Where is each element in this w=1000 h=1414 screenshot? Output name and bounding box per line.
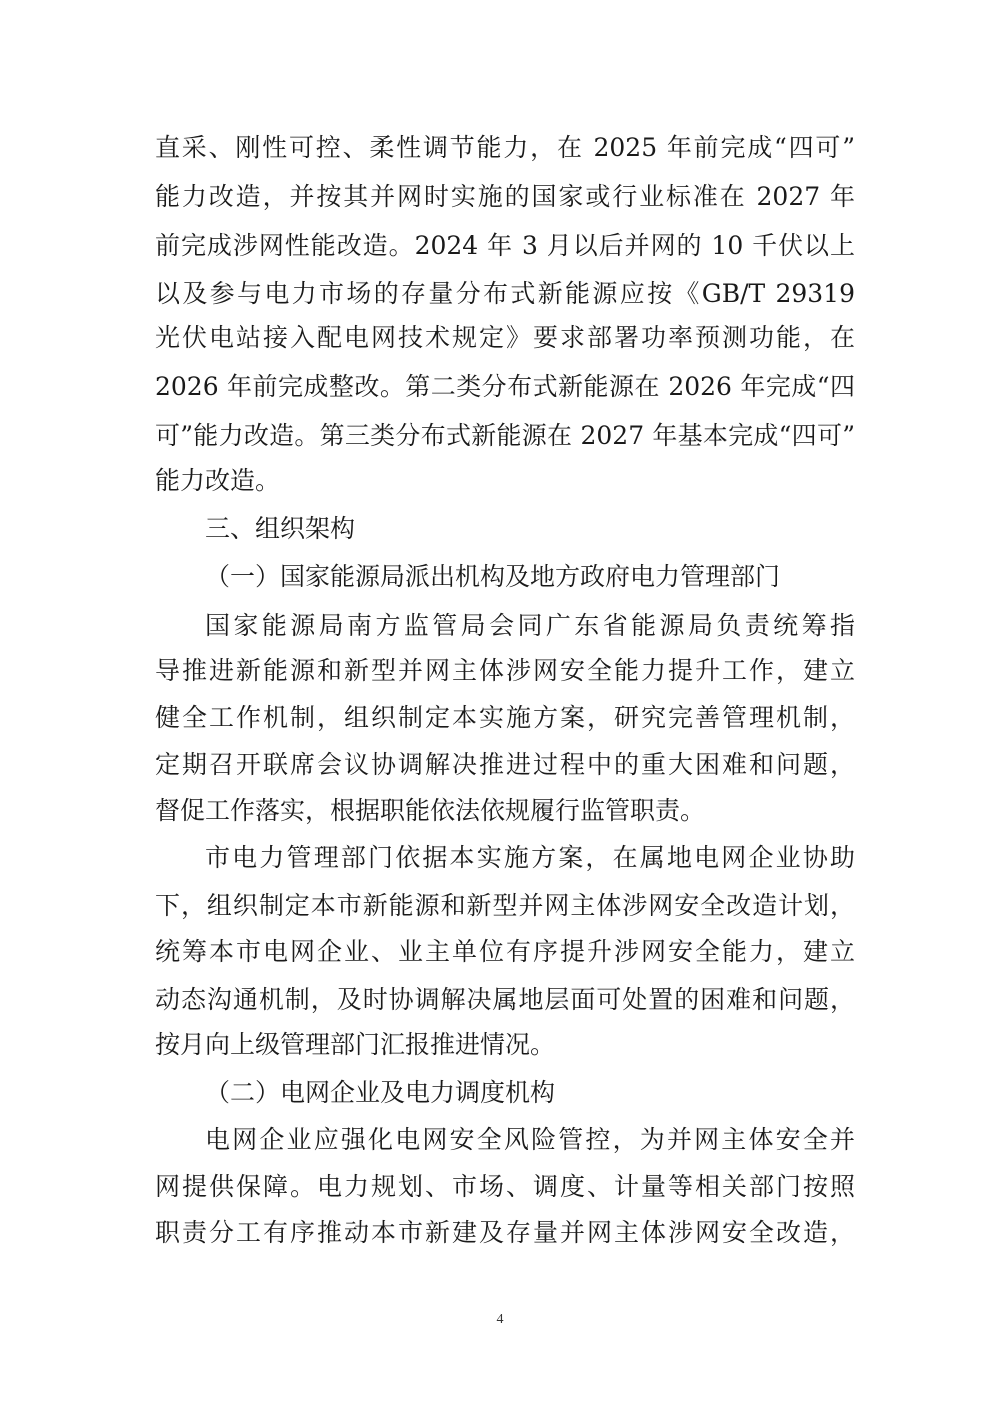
body-line-6: 2026 年前完成整改。第二类分布式新能源在 2026 年完成“四 [155,372,855,401]
body-line-4: 以及参与电力市场的存量分布式新能源应按《GB/T 29319 [155,279,855,308]
body-line-13: 健全工作机制，组织制定本实施方案，研究完善管理机制， [155,703,855,732]
body-line-15: 督促工作落实，根据职能依法依规履行监管职责。 [155,796,706,825]
section-heading: 三、组织架构 [205,514,356,543]
body-line-19: 动态沟通机制，及时协调解决属地层面可处置的困难和问题， [155,985,855,1014]
page-number: 4 [496,1312,504,1327]
body-line-20: 按月向上级管理部门汇报推进情况。 [155,1030,556,1059]
body-line-7: 可”能力改造。第三类分布式新能源在 2027 年基本完成“四可” [155,421,855,450]
subsection-heading-2: （二）电网企业及电力调度机构 [205,1078,556,1107]
subsection-heading-1: （一）国家能源局派出机构及地方政府电力管理部门 [205,562,781,591]
body-line-17: 下，组织制定本市新能源和新型并网主体涉网安全改造计划， [155,891,855,920]
body-line-5: 光伏电站接入配电网技术规定》要求部署功率预测功能，在 [155,323,855,352]
body-line-1: 直采、刚性可控、柔性调节能力，在 2025 年前完成“四可” [155,133,855,162]
body-line-23: 网提供保障。电力规划、市场、调度、计量等相关部门按照 [155,1172,855,1201]
body-line-14: 定期召开联席会议协调解决推进过程中的重大困难和问题， [155,750,855,779]
body-line-2: 能力改造，并按其并网时实施的国家或行业标准在 2027 年 [155,182,855,211]
body-line-16: 市电力管理部门依据本实施方案，在属地电网企业协助 [205,843,855,872]
body-line-3: 前完成涉网性能改造。2024 年 3 月以后并网的 10 千伏以上 [155,231,855,260]
body-line-11: 国家能源局南方监管局会同广东省能源局负责统筹指 [205,611,855,640]
body-line-12: 导推进新能源和新型并网主体涉网安全能力提升工作，建立 [155,656,855,685]
body-line-22: 电网企业应强化电网安全风险管控，为并网主体安全并 [205,1125,855,1154]
body-line-24: 职责分工有序推动本市新建及存量并网主体涉网安全改造， [155,1218,855,1247]
body-line-8: 能力改造。 [155,466,281,495]
body-line-18: 统筹本市电网企业、业主单位有序提升涉网安全能力，建立 [155,937,855,966]
